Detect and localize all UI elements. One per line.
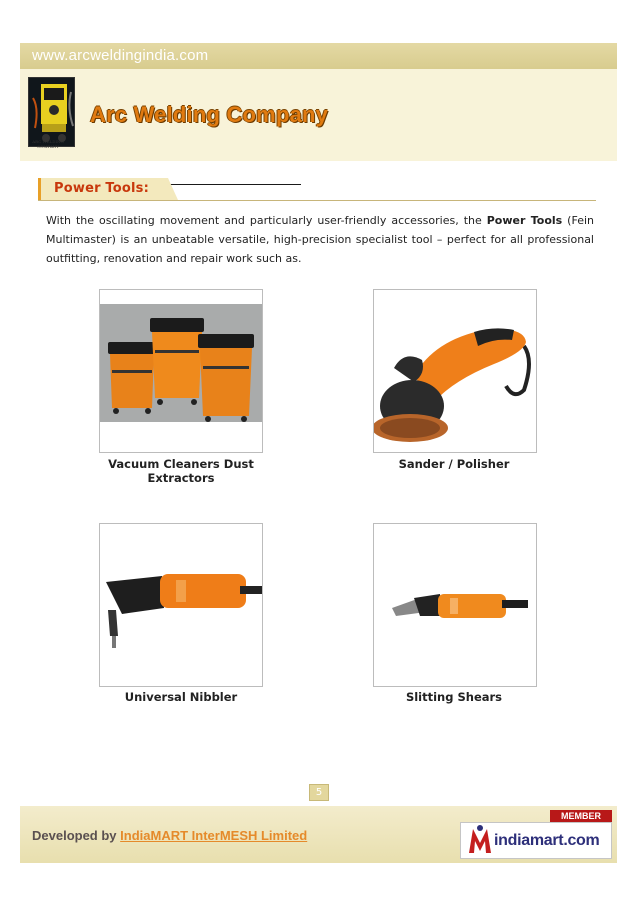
footer <box>20 806 617 863</box>
slitting-shears-image <box>374 524 537 687</box>
section-divider <box>38 200 596 201</box>
member-label: MEMBER <box>550 810 612 822</box>
page <box>20 43 617 863</box>
section-tab-ramp <box>168 178 178 200</box>
company-name: Arc Welding Company <box>90 102 329 127</box>
nibbler-image <box>100 524 263 687</box>
company-logo <box>28 77 75 147</box>
developed-by-label: Developed by <box>32 828 117 843</box>
section-title: Power Tools: <box>54 181 150 196</box>
product-caption: Universal Nibbler <box>124 690 238 704</box>
indiamart-name: indiamart.com <box>494 832 600 849</box>
welding-machine-icon <box>29 78 75 147</box>
product-caption: Slitting Shears <box>405 690 503 704</box>
logo-caption: ARC WELDING COMPANY <box>32 139 64 149</box>
intro-text-start: With the oscillating movement and particularly user-friendly accessories, the <box>46 214 487 227</box>
site-url[interactable]: www.arcweldingindia.com <box>32 47 209 64</box>
page-number: 5 <box>309 784 329 801</box>
sander-polisher-image <box>374 290 537 453</box>
intro-paragraph <box>46 211 594 268</box>
indiamart-member-badge[interactable] <box>460 810 612 859</box>
product-image-frame[interactable] <box>99 289 263 453</box>
product-image-frame[interactable] <box>373 523 537 687</box>
vacuum-extractor-image <box>100 290 263 453</box>
developed-by-line <box>32 828 307 843</box>
product-caption: Vacuum Cleaners Dust Extractors <box>108 457 254 485</box>
indiamart-logo-icon <box>465 825 495 857</box>
product-caption: Sander / Polisher <box>398 457 510 471</box>
badge-body <box>460 822 612 859</box>
product-image-frame[interactable] <box>373 289 537 453</box>
developer-link[interactable]: IndiaMART InterMESH Limited <box>120 828 308 843</box>
company-header <box>20 69 617 161</box>
product-image-frame[interactable] <box>99 523 263 687</box>
intro-text-end: (Fein Multimaster) is an unbeatable versatile, high-precision specialist tool – perfect for all professional outfitting, renovation and repair work such as. <box>46 214 594 265</box>
section-heading-tab <box>38 178 168 200</box>
site-url-bar <box>20 43 617 69</box>
intro-bold-term: Power Tools <box>486 214 563 227</box>
